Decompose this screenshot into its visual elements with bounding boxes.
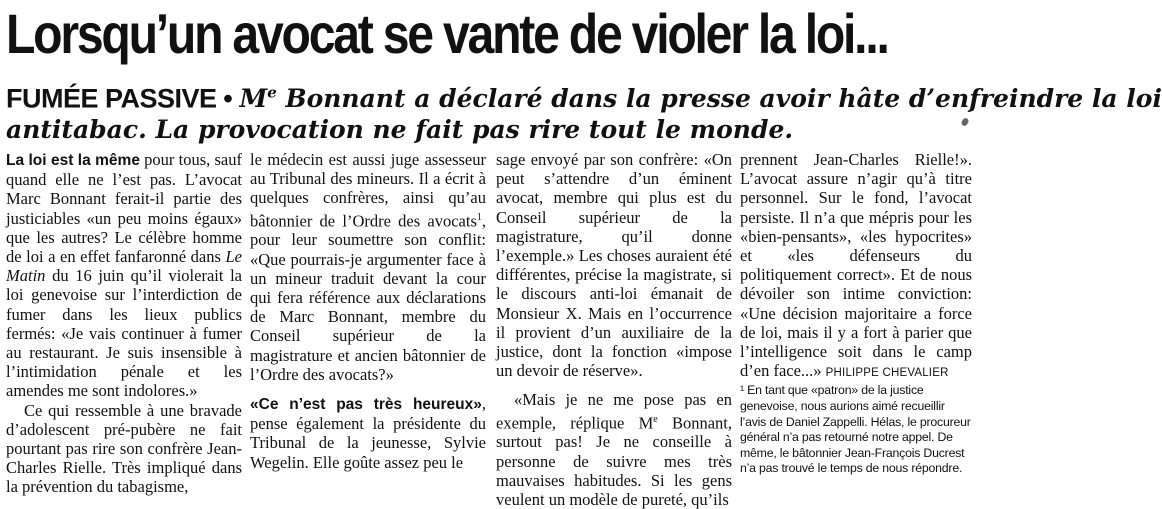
article-column-4 [740,150,972,476]
rubric-bullet: • [223,83,233,114]
deck-text: Me Bonnant a déclaré dans la presse avoir hâte d’enfreindre la loi antitabac. La provocation ne fait pas rire tout le monde. [6,84,1162,145]
author-signature: PHILIPPE CHEVALIER [825,367,949,380]
article-column-2 [250,150,486,472]
paragraph-4: «Mais je ne me pose pas en exemple, réplique Me Bonnant, surtout pas! Je ne conseille à personne de suivre mes très mauvaises habitudes. Si les gens veulent un modèle de pureté, qu’ils [496,390,732,509]
footnote: ¹ En tant que «patron» de la justice genevoise, nous aurions aimé recueillir l’avis de Daniel Zappelli. Hélas, le procureur général n’a pas retourné notre appel. De même, le bâtonnier Jean-François Ducrest n’a pas trouvé le temps de nous répondre. [740,383,971,476]
paragraph-2-cont: le médecin est aussi juge assesseur au Tribunal des mineurs. Il a écrit à quelques confrères, ainsi qu’au bâtonnier de l’Ordre des avocats$^1$, pour leur soumettre son conflit: «Que pourrais-je argumenter face à un mineur traduit devant la cour qui fera référence aux déclarations de Marc Bonnant, membre du Conseil supérieur de la magistrature et ancien bâtonnier de l’Ordre des avocats?» [250,150,486,384]
paragraph-2: Ce qui ressemble à une bravade d’adolescent pré-pubère ne fait pourtant pas rire son confrère Jean-Charles Rielle. Très impliqué dans la prévention du tabagisme, [6,400,242,497]
paragraph-3: «Ce n’est pas très heureux», pense également la présidente du Tribunal de la jeunesse, Sylvie Wegelin. Elle goûte assez peu le [250,393,486,472]
article-column-1 [6,150,243,497]
headline: Lorsqu’un avocat se vante de violer la loi... [6,2,888,65]
paragraph-4-cont: prennent Jean-Charles Rielle!». L’avocat assure n’agir qu’à titre personnel. Sur le fond, l’avocat persiste. Il n’a que mépris pour les «bien-pensants», «les hypocrites» et «les défenseurs du politiquement correct». Et de nous dévoiler son intime conviction: «Une décision majoritaire a force de loi, mais il y a fort à parier que l’intelligence soit dans le camp d’en face...» PHILIPPE CHEVALIER [740,150,972,381]
paragraph-3-cont: sage envoyé par son confrère: «On peut s’attendre d’un éminent avocat, membre qui plus est du Conseil supérieur de la magistrature, qu’il donne l’exemple.» Les choses auraient été différentes, précise la magistrate, si le discours anti-loi émanait de Monsieur X. Mais en l’occurrence il provient d’un auxiliaire de la justice, dont la fonction «impose un devoir de réserve». [496,150,732,381]
deck [6,78,1162,145]
article-column-3 [496,150,732,509]
rubric: FUMÉE PASSIVE [6,83,217,114]
lead-in: La loi est la même [6,152,140,169]
paragraph-1: La loi est la même pour tous, sauf quand elle ne l’est pas. L’avocat Marc Bonnant ferait-il partie des justiciables «un peu moins égaux» que les autres? Le célèbre homme de loi a en effet fanfaronné dans Le Matin du 16 juin qu’il violerait la loi genevoise sur l’interdiction de fumer dans les lieux publics fermés: «Je vais continuer à fumer au restaurant. Je suis insensible à l’intimidation pénale et les amendes me sont indolores.» [6,150,243,401]
subhead: «Ce n’est pas très heureux» [250,395,482,413]
